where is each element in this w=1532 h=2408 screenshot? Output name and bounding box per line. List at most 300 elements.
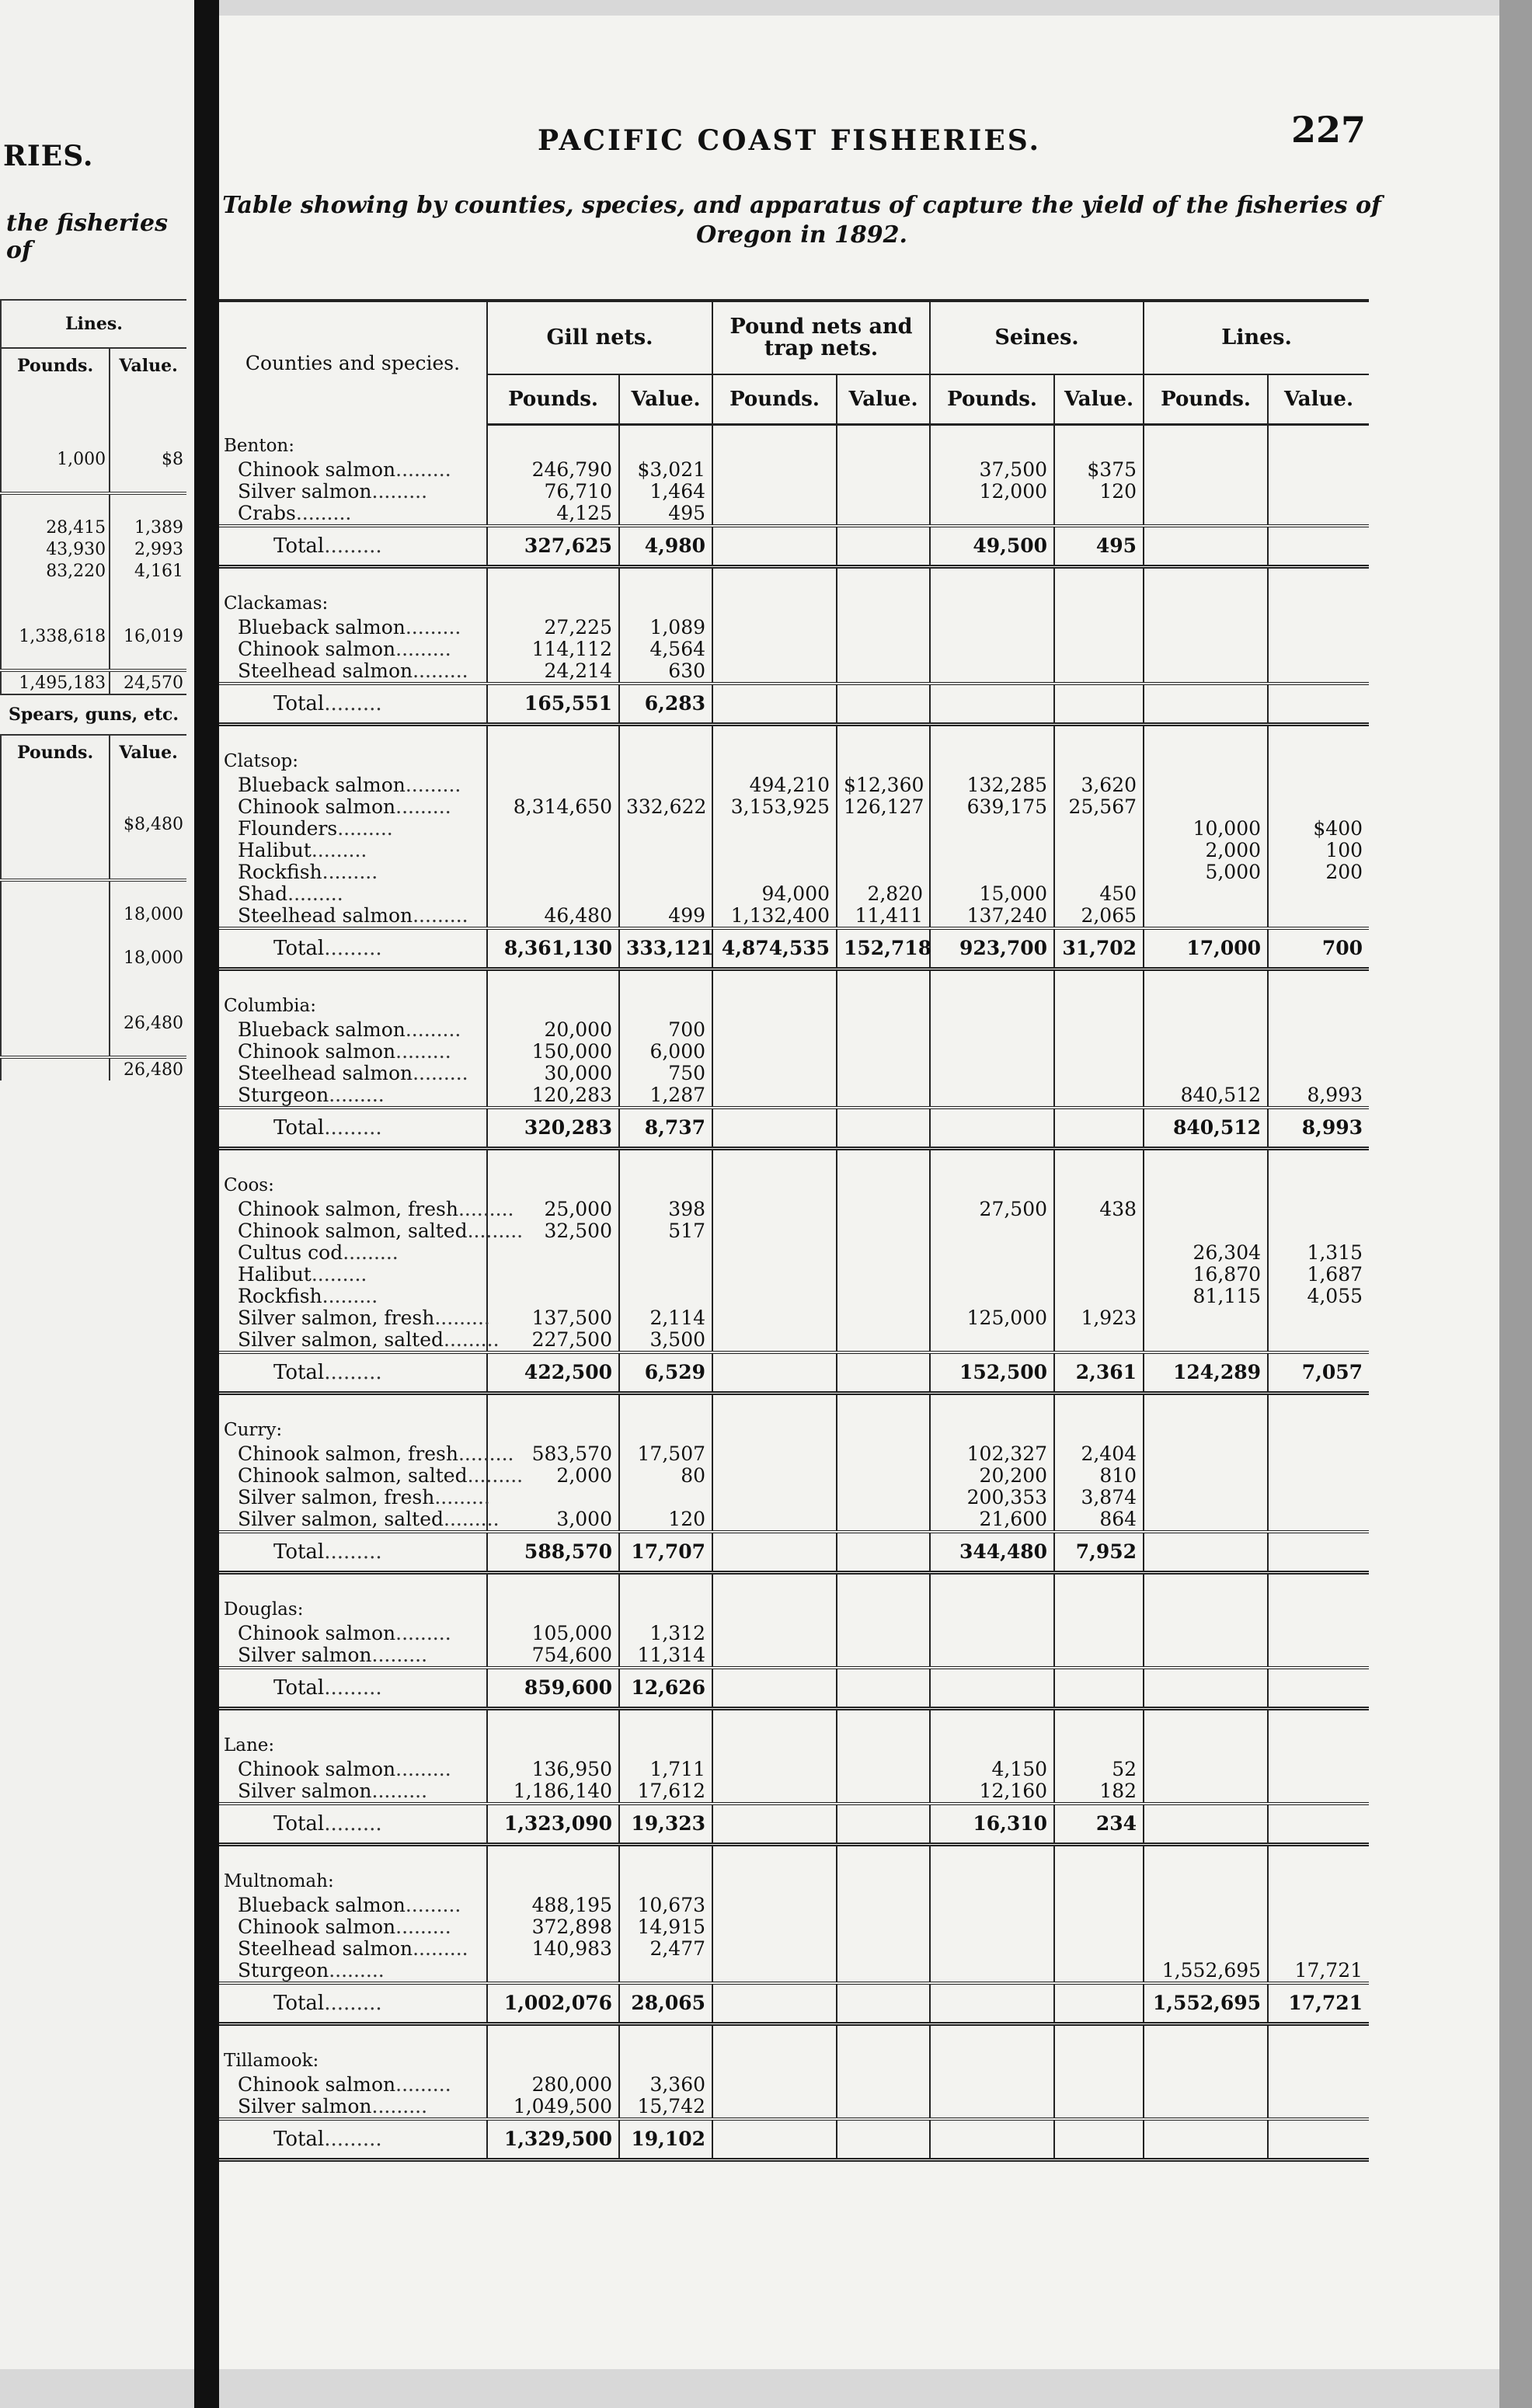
value-cell bbox=[837, 583, 930, 617]
value-cell bbox=[837, 1307, 930, 1329]
value-cell bbox=[930, 985, 1054, 1019]
value-cell bbox=[930, 1019, 1054, 1041]
value-cell: 327,625 bbox=[487, 526, 619, 567]
value-cell bbox=[1268, 617, 1369, 639]
facing-row bbox=[1, 770, 186, 792]
value-cell: 450 bbox=[1054, 883, 1144, 905]
value-cell bbox=[930, 2040, 1054, 2074]
value-cell: 3,360 bbox=[619, 2074, 712, 2096]
value-cell bbox=[487, 2040, 619, 2074]
facing-pounds-cell bbox=[1, 947, 110, 969]
value-cell bbox=[619, 1242, 712, 1264]
county-name bbox=[219, 1589, 487, 1623]
total-row bbox=[219, 1983, 1369, 2024]
value-cell: 1,464 bbox=[619, 481, 712, 503]
value-cell bbox=[930, 1264, 1054, 1286]
spacer-row bbox=[219, 1572, 1369, 1589]
value-cell bbox=[1144, 481, 1268, 503]
table-row bbox=[219, 1063, 1369, 1084]
value-cell bbox=[712, 1108, 837, 1149]
value-cell bbox=[712, 1465, 837, 1487]
dot-leader: ......... bbox=[405, 1893, 461, 1916]
spacer-cell bbox=[1268, 1708, 1369, 1724]
spacer-cell bbox=[487, 724, 619, 740]
value-cell bbox=[837, 1487, 930, 1508]
spacer-row bbox=[219, 1708, 1369, 1724]
row-label-text: Silver salmon, salted bbox=[238, 1507, 444, 1530]
species-label bbox=[219, 1463, 524, 1487]
value-cell bbox=[930, 639, 1054, 660]
value-cell bbox=[712, 684, 837, 725]
value-cell: 17,612 bbox=[619, 1780, 712, 1804]
value-cell bbox=[1144, 1063, 1268, 1084]
value-cell bbox=[1268, 2119, 1369, 2160]
table-row bbox=[219, 1307, 1369, 1329]
value-cell bbox=[1144, 740, 1268, 774]
value-cell bbox=[712, 617, 837, 639]
value-cell bbox=[1144, 1508, 1268, 1532]
table-row bbox=[219, 1443, 1369, 1465]
value-cell bbox=[837, 1199, 930, 1220]
value-cell: 1,089 bbox=[619, 617, 712, 639]
spacer-cell bbox=[1268, 1148, 1369, 1164]
row-label-text: Silver salmon, fresh bbox=[238, 1306, 435, 1329]
value-cell bbox=[930, 1164, 1054, 1199]
spacer-cell bbox=[487, 1572, 619, 1589]
facing-pounds-cell bbox=[1, 1057, 110, 1080]
facing-pounds-cell bbox=[1, 880, 110, 903]
species-label bbox=[219, 861, 487, 883]
value-cell bbox=[712, 1286, 837, 1307]
value-cell bbox=[1268, 1895, 1369, 1916]
row-label-text: Total bbox=[273, 1115, 325, 1140]
value-cell bbox=[1268, 1916, 1369, 1938]
facing-value-cell bbox=[110, 493, 186, 517]
value-cell: 280,000 bbox=[487, 2074, 619, 2096]
value-cell bbox=[930, 1644, 1054, 1668]
county-row bbox=[219, 2040, 1369, 2074]
dot-leader: ......... bbox=[395, 795, 451, 818]
value-cell bbox=[930, 1983, 1054, 2024]
value-cell bbox=[837, 459, 930, 481]
value-cell bbox=[837, 740, 930, 774]
facing-row bbox=[1, 604, 186, 625]
value-cell: 246,790 bbox=[487, 459, 619, 481]
total-row bbox=[219, 2119, 1369, 2160]
value-cell: 152,718 bbox=[837, 928, 930, 969]
facing-row bbox=[1, 493, 186, 517]
value-cell: 2,820 bbox=[837, 883, 930, 905]
value-cell bbox=[837, 2096, 930, 2119]
value-cell bbox=[930, 660, 1054, 684]
facing-row bbox=[1, 792, 186, 813]
value-cell bbox=[1268, 1508, 1369, 1532]
row-label-text: Rockfish bbox=[238, 1284, 322, 1307]
value-cell bbox=[712, 1759, 837, 1780]
value-cell bbox=[1054, 1916, 1144, 1938]
value-cell bbox=[712, 1307, 837, 1329]
value-cell bbox=[1144, 985, 1268, 1019]
spacer-cell bbox=[219, 1148, 487, 1164]
value-cell bbox=[930, 2074, 1054, 2096]
table-row bbox=[219, 1759, 1369, 1780]
value-cell: 2,114 bbox=[619, 1307, 712, 1329]
row-label-text: Blueback salmon bbox=[238, 1018, 406, 1041]
value-cell bbox=[1144, 1916, 1268, 1938]
facing-row bbox=[1, 813, 186, 835]
value-cell bbox=[1268, 2096, 1369, 2119]
value-cell: 2,065 bbox=[1054, 905, 1144, 928]
value-cell: 8,314,650 bbox=[487, 796, 619, 818]
species-label bbox=[219, 1286, 487, 1307]
dot-leader: ......... bbox=[413, 659, 468, 682]
value-cell bbox=[930, 1668, 1054, 1709]
facing-pounds-cell bbox=[1, 470, 110, 493]
value-cell: 17,721 bbox=[1268, 1960, 1369, 1983]
value-cell: 422,500 bbox=[487, 1352, 619, 1394]
value-cell: 14,915 bbox=[619, 1916, 712, 1938]
value-cell bbox=[837, 1063, 930, 1084]
spacer-cell bbox=[712, 1844, 837, 1860]
value-cell bbox=[1144, 1465, 1268, 1487]
value-cell: 100 bbox=[1268, 840, 1369, 861]
value-cell: 859,600 bbox=[487, 1668, 619, 1709]
dot-leader: ......... bbox=[343, 1241, 399, 1264]
value-cell bbox=[837, 840, 930, 861]
dot-leader: ......... bbox=[395, 458, 451, 481]
value-cell bbox=[1054, 818, 1144, 840]
value-cell bbox=[837, 1804, 930, 1845]
table-row bbox=[219, 1780, 1369, 1804]
dot-leader: ......... bbox=[324, 936, 382, 960]
value-cell: 27,225 bbox=[487, 617, 619, 639]
table-body bbox=[219, 425, 1369, 2160]
spacer-cell bbox=[1144, 724, 1268, 740]
value-cell bbox=[712, 660, 837, 684]
dot-leader: ......... bbox=[413, 903, 468, 927]
spacer-row bbox=[219, 1148, 1369, 1164]
value-cell: 16,870 bbox=[1144, 1264, 1268, 1286]
value-cell bbox=[619, 1164, 712, 1199]
value-cell: $400 bbox=[1268, 818, 1369, 840]
value-cell bbox=[1054, 1983, 1144, 2024]
value-cell bbox=[837, 1242, 930, 1264]
spacer-cell bbox=[219, 1844, 487, 1860]
value-cell: 80 bbox=[619, 1465, 712, 1487]
county-name bbox=[219, 740, 487, 774]
facing-value-cell: 26,480 bbox=[110, 1057, 186, 1080]
dot-leader: ......... bbox=[329, 1958, 385, 1982]
table-row bbox=[219, 796, 1369, 818]
value-cell bbox=[930, 1063, 1054, 1084]
county-name bbox=[219, 1409, 487, 1443]
value-cell: 1,287 bbox=[619, 1084, 712, 1108]
value-cell: 76,710 bbox=[487, 481, 619, 503]
value-cell bbox=[837, 1916, 930, 1938]
value-cell bbox=[487, 1409, 619, 1443]
spacer-cell bbox=[837, 1148, 930, 1164]
species-label bbox=[219, 1759, 487, 1780]
value-cell: 2,361 bbox=[1054, 1352, 1144, 1394]
value-cell: 16,310 bbox=[930, 1804, 1054, 1845]
value-cell bbox=[712, 1895, 837, 1916]
total-label bbox=[219, 1108, 487, 1149]
spacer-cell bbox=[837, 969, 930, 985]
spacer-cell bbox=[1268, 969, 1369, 985]
facing-pounds-cell: 1,338,618 bbox=[1, 625, 110, 647]
facing-row bbox=[1, 1057, 186, 1080]
total-label bbox=[219, 526, 487, 567]
value-cell bbox=[930, 1084, 1054, 1108]
spacer-cell bbox=[1268, 1393, 1369, 1409]
value-cell bbox=[1268, 1804, 1369, 1845]
value-cell bbox=[1268, 740, 1369, 774]
table-row bbox=[219, 2074, 1369, 2096]
value-cell bbox=[712, 861, 837, 883]
value-cell bbox=[712, 1264, 837, 1286]
value-cell: 2,000 bbox=[487, 1465, 619, 1487]
facing-row bbox=[1, 880, 186, 903]
value-cell bbox=[487, 985, 619, 1019]
value-cell bbox=[487, 740, 619, 774]
value-cell: 20,200 bbox=[930, 1465, 1054, 1487]
row-label-text: Flounders bbox=[238, 816, 338, 840]
value-cell bbox=[837, 1860, 930, 1895]
value-cell bbox=[1144, 1443, 1268, 1465]
spacer-cell bbox=[619, 1844, 712, 1860]
spacer-cell bbox=[837, 566, 930, 583]
table-row bbox=[219, 883, 1369, 905]
spacer-cell bbox=[1054, 566, 1144, 583]
value-cell: 1,923 bbox=[1054, 1307, 1144, 1329]
facing-value-cell: 4,161 bbox=[110, 560, 186, 582]
spacer-row bbox=[219, 1844, 1369, 1860]
facing-row bbox=[1, 925, 186, 947]
value-cell bbox=[1054, 2119, 1144, 2160]
value-cell bbox=[1054, 740, 1144, 774]
value-cell bbox=[837, 2119, 930, 2160]
value-cell bbox=[619, 1286, 712, 1307]
row-label-text: Blueback salmon bbox=[238, 615, 406, 639]
spacer-cell bbox=[619, 2023, 712, 2040]
facing-row bbox=[1, 538, 186, 560]
lines-pounds-header: Pounds. bbox=[1144, 374, 1268, 425]
value-cell bbox=[712, 740, 837, 774]
row-label-text: Chinook salmon, fresh bbox=[238, 1197, 458, 1220]
value-cell: 6,529 bbox=[619, 1352, 712, 1394]
facing-pounds-cell bbox=[1, 792, 110, 813]
spacer-row bbox=[219, 969, 1369, 985]
facing-row bbox=[1, 670, 186, 694]
value-cell bbox=[930, 1220, 1054, 1242]
value-cell bbox=[1054, 1063, 1144, 1084]
value-cell bbox=[487, 861, 619, 883]
value-cell: 3,874 bbox=[1054, 1487, 1144, 1508]
facing-value-cell: $8,480 bbox=[110, 813, 186, 835]
book-gutter bbox=[194, 0, 219, 2408]
value-cell bbox=[1054, 1589, 1144, 1623]
species-label bbox=[219, 905, 487, 928]
value-cell bbox=[1268, 1860, 1369, 1895]
value-cell bbox=[837, 425, 930, 459]
facing-pounds-cell bbox=[1, 426, 110, 448]
value-cell bbox=[1268, 503, 1369, 526]
county-row bbox=[219, 1724, 1369, 1759]
facing-value-cell: 2,993 bbox=[110, 538, 186, 560]
value-cell bbox=[712, 1938, 837, 1960]
value-cell: 37,500 bbox=[930, 459, 1054, 481]
value-cell bbox=[1054, 2074, 1144, 2096]
value-cell bbox=[930, 1041, 1054, 1063]
value-cell bbox=[712, 2040, 837, 2074]
species-label bbox=[219, 1019, 487, 1041]
spacer-cell bbox=[487, 969, 619, 985]
facing-value-cell bbox=[110, 969, 186, 990]
spacer-cell bbox=[487, 1844, 619, 1860]
value-cell: 137,240 bbox=[930, 905, 1054, 928]
value-cell bbox=[837, 1644, 930, 1668]
value-cell bbox=[837, 1409, 930, 1443]
fisheries-table bbox=[219, 299, 1369, 2162]
value-cell bbox=[712, 1960, 837, 1983]
table-row bbox=[219, 1508, 1369, 1532]
value-cell bbox=[1054, 1895, 1144, 1916]
value-cell bbox=[712, 2096, 837, 2119]
value-cell bbox=[619, 1724, 712, 1759]
spacer-cell bbox=[619, 566, 712, 583]
value-cell bbox=[712, 1019, 837, 1041]
value-cell bbox=[1268, 660, 1369, 684]
facing-value-cell bbox=[110, 990, 186, 1012]
county-row bbox=[219, 1589, 1369, 1623]
dot-leader: ......... bbox=[395, 1621, 451, 1644]
dot-leader: ......... bbox=[324, 1811, 382, 1836]
value-cell: 1,049,500 bbox=[487, 2096, 619, 2119]
facing-row bbox=[1, 448, 186, 470]
table-row bbox=[219, 1329, 1369, 1352]
value-cell bbox=[1054, 583, 1144, 617]
value-cell bbox=[1144, 503, 1268, 526]
value-cell: 4,980 bbox=[619, 526, 712, 567]
row-label-text: Silver salmon bbox=[238, 2094, 372, 2117]
gill-pounds-header: Pounds. bbox=[487, 374, 619, 425]
value-cell bbox=[1054, 1084, 1144, 1108]
dot-leader: ......... bbox=[324, 2127, 382, 2151]
dot-leader: ......... bbox=[371, 1643, 428, 1666]
table-row bbox=[219, 1465, 1369, 1487]
facing-pounds-cell bbox=[1, 857, 110, 880]
value-cell bbox=[1054, 840, 1144, 861]
row-label-text: Total bbox=[273, 1676, 325, 1700]
seines-pounds-header: Pounds. bbox=[930, 374, 1054, 425]
spacer-cell bbox=[487, 1148, 619, 1164]
facing-value-cell bbox=[110, 880, 186, 903]
value-cell: 517 bbox=[619, 1220, 712, 1242]
value-cell: 754,600 bbox=[487, 1644, 619, 1668]
value-cell bbox=[1144, 1644, 1268, 1668]
value-cell: 25,567 bbox=[1054, 796, 1144, 818]
value-cell: 2,404 bbox=[1054, 1443, 1144, 1465]
facing-row bbox=[1, 625, 186, 647]
value-cell bbox=[1144, 639, 1268, 660]
row-label-text: Rockfish bbox=[238, 860, 322, 883]
value-cell bbox=[712, 1644, 837, 1668]
row-label-text: Total bbox=[273, 534, 325, 558]
facing-row bbox=[1, 969, 186, 990]
value-cell bbox=[1054, 1644, 1144, 1668]
value-cell bbox=[1144, 2096, 1268, 2119]
row-label-text: Chinook salmon bbox=[238, 795, 396, 818]
value-cell bbox=[1144, 1487, 1268, 1508]
row-label-text: Coos: bbox=[224, 1174, 274, 1195]
value-cell bbox=[930, 1589, 1054, 1623]
value-cell bbox=[712, 2119, 837, 2160]
dot-leader: ......... bbox=[395, 2072, 451, 2096]
spacer-cell bbox=[1054, 2023, 1144, 2040]
value-cell bbox=[1268, 526, 1369, 567]
value-cell bbox=[930, 617, 1054, 639]
row-label-text: Clackamas: bbox=[224, 593, 329, 614]
table-row bbox=[219, 2096, 1369, 2119]
value-cell bbox=[837, 1960, 930, 1983]
value-cell: 17,000 bbox=[1144, 928, 1268, 969]
value-cell bbox=[487, 1724, 619, 1759]
value-cell bbox=[1268, 796, 1369, 818]
value-cell bbox=[1268, 1041, 1369, 1063]
value-cell bbox=[837, 1724, 930, 1759]
value-cell bbox=[1054, 1286, 1144, 1307]
table-row bbox=[219, 1019, 1369, 1041]
dot-leader: ......... bbox=[337, 816, 393, 840]
value-cell: 2,477 bbox=[619, 1938, 712, 1960]
value-cell: 4,055 bbox=[1268, 1286, 1369, 1307]
row-label-text: Chinook salmon bbox=[238, 458, 396, 481]
table-row bbox=[219, 1199, 1369, 1220]
value-cell: 1,132,400 bbox=[712, 905, 837, 928]
value-cell: 588,570 bbox=[487, 1532, 619, 1573]
spacer-cell bbox=[219, 566, 487, 583]
table-row bbox=[219, 481, 1369, 503]
table-row bbox=[219, 1960, 1369, 1983]
facing-pounds-cell bbox=[1, 969, 110, 990]
facing-row bbox=[1, 582, 186, 604]
value-cell: 6,283 bbox=[619, 684, 712, 725]
spacer-cell bbox=[1054, 1708, 1144, 1724]
value-cell bbox=[619, 883, 712, 905]
value-cell bbox=[487, 1164, 619, 1199]
table-row bbox=[219, 1242, 1369, 1264]
value-cell bbox=[1054, 1668, 1144, 1709]
species-label bbox=[219, 1219, 524, 1242]
value-cell: 6,000 bbox=[619, 1041, 712, 1063]
spacer-cell bbox=[1268, 566, 1369, 583]
value-cell bbox=[619, 425, 712, 459]
facing-value-cell bbox=[110, 383, 186, 405]
spacer-cell bbox=[712, 1708, 837, 1724]
spacer-cell bbox=[219, 724, 487, 740]
value-cell bbox=[837, 1780, 930, 1804]
facing-pounds-cell: 28,415 bbox=[1, 517, 110, 538]
value-cell bbox=[930, 1409, 1054, 1443]
table-row bbox=[219, 861, 1369, 883]
county-row bbox=[219, 1409, 1369, 1443]
spacer-cell bbox=[930, 2023, 1054, 2040]
value-cell: 3,620 bbox=[1054, 774, 1144, 796]
value-cell bbox=[837, 1019, 930, 1041]
value-cell bbox=[1268, 1724, 1369, 1759]
spacer-cell bbox=[619, 724, 712, 740]
spacer-cell bbox=[712, 1572, 837, 1589]
